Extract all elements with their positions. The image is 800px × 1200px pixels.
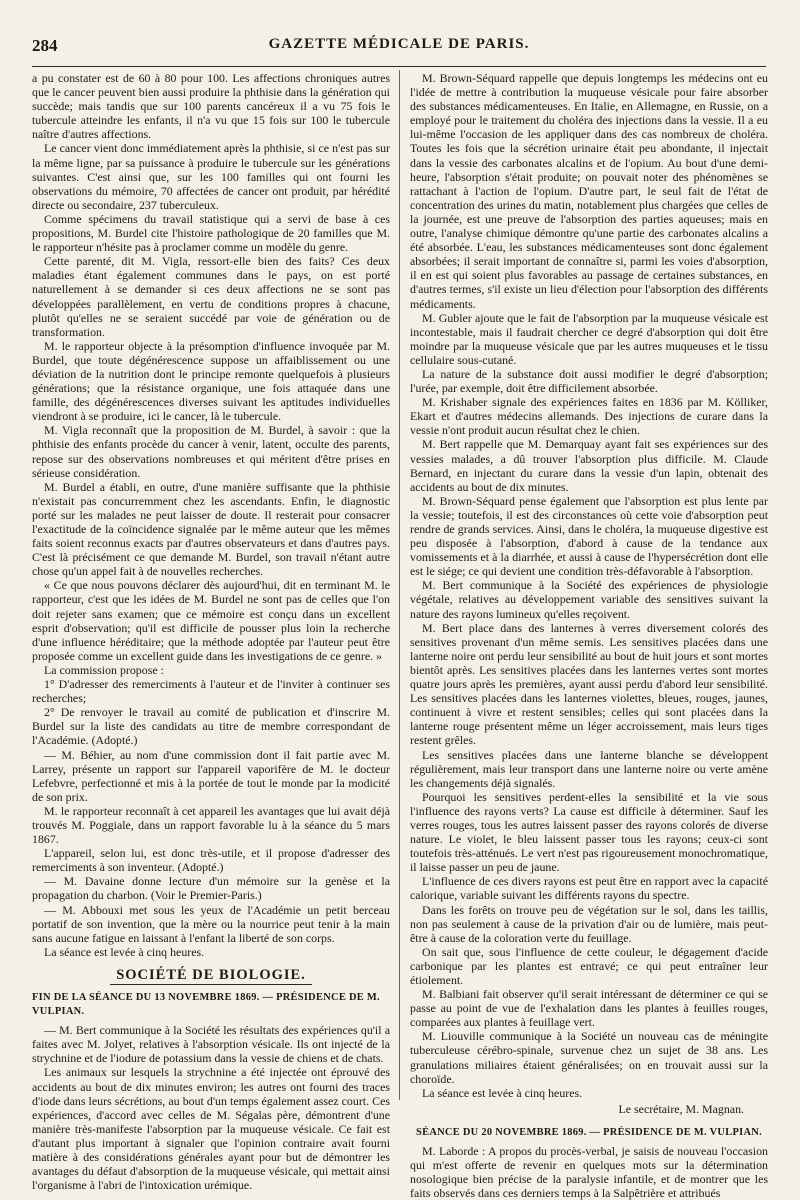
column-divider: [399, 70, 400, 1100]
left-column: [32, 71, 390, 1193]
paragraph: Comme spécimens du travail statistique qui a servi de base à ces propositions, M. Burdel cite l'histoire pathologique de 20 familles que M. le rapporteur n'hésite pas à proclamer comme un modèle du genre.: [32, 211, 390, 255]
paragraph: — M. Bert communique à la Société les résultats des expériences qu'il a faites avec M. Jolyet, relatives à l'absorption vésicale. Ils ont injecté de la strychnine et de l'iodure de potassium dans la vessie de chiens et de chats.: [32, 1023, 390, 1066]
paragraph: 1° D'adresser des remerciments à l'auteur et de l'inviter à continuer ses recherches;: [32, 677, 390, 706]
paragraph: M. Laborde : A propos du procès-verbal, je saisis de nouveau l'occasion qui m'est offerte de revenir en quelques mots sur la détermination nosologique bien précise de la paralysie infantile, et de montrer que les faits observés dans ces derniers temps à la Salpêtrière et attribués: [410, 1144, 768, 1200]
paragraph: La séance est levée à cinq heures.: [44, 944, 205, 959]
paragraph: 2° De renvoyer le travail au comité de publication et d'inscrire M. Burdel sur la liste des candidats au titre de membre correspondant de l'Académie. (Adopté.): [32, 705, 390, 748]
paragraph: M. Bert communique à la Société des expériences de physiologie végétale, relatives au développement variable des sensitives suivant la nature des rayons lumineux qu'elles reçoivent.: [410, 578, 768, 621]
paragraph: — M. Abbouxi met sous les yeux de l'Académie un petit berceau portatif de son invention, que la mère ou la nourrice peut tenir à la main sans aucune fatigue en laissant à l'enfant la liberté de son corps.: [32, 902, 390, 945]
paragraph: — M. Davaine donne lecture d'un mémoire sur la genèse et la propagation du charbon. (Voir le Premier-Paris.): [32, 874, 390, 903]
paragraph: Les animaux sur lesquels la strychnine a été injectée ont éprouvé des accidents au bout de dix minutes environ; les autres ont fourni des traces d'iode dans leurs sécrétions, au bout d'un temps également assez court. Ces expériences, d'accord avec celles de M. Ségalas père, démontrent d'une manière très-manifeste l'absorption par la muqueuse vésicale. Ce fait est d'autant plus important à signaler que l'opinion contraire avait fourni matière à des considérations générales ayant pour but de démontrer les avantages du défaut d'absorption de la muqueuse vésicale, qui mettait ainsi l'organisme à l'abri de l'intoxication urémique.: [32, 1065, 390, 1193]
paragraph: M. le rapporteur reconnaît à cet appareil les avantages que lui avait déjà trouvés M. Poggiale, dans un rapport favorable lu à la séance du 5 mars 1867.: [32, 803, 390, 847]
paragraph: Les sensitives placées dans une lanterne blanche se développent régulièrement, mais leur transport dans une lanterne noire ou verte amène les changements déjà signalés.: [410, 747, 768, 790]
right-column-paragraphs: [410, 71, 768, 1100]
section-title: SOCIÉTÉ DE BIOLOGIE.: [110, 968, 312, 985]
paragraph: L'influence de ces divers rayons est peut être en rapport avec la capacité calorique, variable suivant les différents rayons du spectre.: [410, 874, 768, 903]
right-column: [410, 71, 768, 1200]
paragraph: La séance est levée à cinq heures.: [422, 1085, 583, 1100]
paragraph: Cette parenté, dit M. Vigla, ressort-elle bien des faits? Ces deux maladies étant également communes dans le pays, on est porté naturellement à se demander si ces deux affections ne se sont pas développées parallèlement, en vertu de conditions propres à chacune, plutôt qu'elles ne se seraient succédé par voie de génération ou de transformation.: [32, 254, 390, 339]
paragraph: M. Brown-Séquard pense également que l'absorption est plus lente par la vessie; toutefois, il est des circonstances où cette voie d'absorption peut rendre de grands services. Ainsi, dans le choléra, la muqueuse digestive est peu disposée à l'absorption, d'abord à cause de la tendance aux vomissements et à la diarrhée, et aussi à cause de l'hypersécrétion dont elle est le siége; ce qui devient une condition très-défavorable à l'absorption.: [410, 493, 768, 579]
paragraph: Dans les forêts on trouve peu de végétation sur le sol, dans les taillis, non pas seulement à cause de la privation d'air ou de lumière, mais peut-être à cause de la coloration verte du feuillage.: [410, 902, 768, 945]
paragraph: M. Liouville communique à la Société un nouveau cas de méningite tuberculeuse cérébro-spinale, survenue chez un sujet de 38 ans. Les granulations miliaires étaient généralisées; on en trouvait aussi sur la choroïde.: [410, 1029, 768, 1086]
paragraph: L'appareil, selon lui, est donc très-utile, et il propose d'adresser des remerciments à son inventeur. (Adopté.): [32, 846, 390, 875]
paragraph: Pourquoi les sensitives perdent-elles la sensibilité et la vie sous l'influence des rayons verts? La cause est difficile à déterminer. Sauf les verres rouges, tous les autres laissent passer des rayons colorés de diverse nature. Le violet, le bleu laissent passer tous les rayons; ceux-ci sont toutefois très-atténués. Le vert n'est pas rigoureusement monochromatique, il laisse passer un peu de jaune.: [410, 789, 768, 875]
paragraph: On sait que, sous l'influence de cette couleur, le dégagement d'acide carbonique par les plantes est entravé; ce qui peut entraîner leur étiolement.: [410, 944, 768, 987]
seance-heading-right: SÉANCE DU 20 NOVEMBRE 1869. — PRÉSIDENCE DE M. VULPIAN.: [416, 1126, 762, 1138]
seance-heading: FIN DE LA SÉANCE DU 13 NOVEMBRE 1869. — PRÉSIDENCE DE M. VULPIAN.: [32, 992, 380, 1018]
paragraph: M. Brown-Séquard rappelle que depuis longtemps les médecins ont eu l'idée de mettre à contribution la muqueuse vésicale pour faire absorber des substances médicamenteuses. En Italie, en Allemagne, en Russie, on a employé pour le traitement du choléra des injections dans la vessie. Il a eu lui-même l'occasion de les appliquer dans des cas nombreux de choléra. Toutes les fois que la sécrétion urinaire était peu abondante, il injectait dans la vessie des carbonates alcalins et de l'opium. Au bout d'une demi-heure, l'absorption s'était produite; on pouvait noter des phénomènes se rattachant à l'action de l'opium. D'autre part, le seul fait de l'état de concentration des urines du matin, notablement plus chargées que celles de la journée, est une preuve de l'absorption des parties aqueuses; mais en outre, l'analyse chimique démontre qu'une partie des carbonates alcalins a été absorbée. L'eau, les substances médicamenteuses sont donc également absorbées; il serait important de connaître si, parmi les voies d'absorption, il en est qui soient plus favorables au passage de certaines substances, en d'autres termes, s'il existe un lieu d'élection pour l'absorption des différents médicaments.: [410, 71, 768, 311]
paragraph: M. Bert rappelle que M. Demarquay ayant fait ses expériences sur des vessies malades, a dû trouver l'absorption plus difficile. M. Claude Bernard, en injectant du curare dans la vessie d'un lapin, obtenait des accidents au bout de dix minutes.: [410, 437, 768, 494]
paragraph: M. le rapporteur objecte à la présomption d'influence invoquée par M. Burdel, que toute dégénérescence suppose un affaiblissement ou une déviation de la nutrition dont le principe remonte quelquefois à plusieurs générations; que la résistance organique, une fois attaquée dans une famille, des dégénérescences diverses suivant les aptitudes individuelles viendront à se produire, ici le cancer, là le tubercule.: [32, 338, 390, 424]
paragraph: M. Gubler ajoute que le fait de l'absorption par la muqueuse vésicale est incontestable, mais il faudrait chercher ce degré d'absorption qui doit être moindre par la muqueuse vésicale que par les autres muqueuses et le tissu cellulaire sous-cutané.: [410, 310, 768, 367]
paragraph: M. Krishaber signale des expériences faites en 1836 par M. Kölliker, Ekart et d'autres médecins allemands. Des injections de curare dans la vessie n'ont produit aucun résultat chez le chien.: [410, 395, 768, 438]
left-column-paragraphs: [32, 71, 390, 959]
paragraph: M. Bert place dans des lanternes à verres diversement colorés des sensitives provenant d'un même semis. Les sensitives placées dans une lanterne noire ont perdu leur sensibilité au bout de huit jours et sont mortes bientôt après. Les sensitives placées dans les lanternes vertes sont mortes quatre jours après les premières, ayant aussi perdu d'abord leur sensibilité. Les sensitives placées dans les lanternes violettes, bleues, rouges, jaunes, continuent à vivre et restent sensibles; celles qui sont placées dans la lanterne rouge présentent même un léger accroissement, mais leurs tiges restent grêles.: [410, 620, 768, 748]
page-header: [32, 36, 766, 67]
paragraph: a pu constater est de 60 à 80 pour 100. Les affections chroniques autres que le cancer peuvent bien aussi produire la phthisie dans la génération qui succède; mais tandis que sur 100 parents cancéreux il a vu 75 fois le tubercule atteindre les enfants, il n'a vu que 15 fois sur 100 le tubercule naître d'autres affections.: [32, 71, 390, 142]
paragraph: M. Balbiani fait observer qu'il serait intéressant de déterminer ce qui se passe au point de vue de l'exhalation dans les plantes à feuilles rouges, comparées aux plantes à feuillage vert.: [410, 987, 768, 1030]
right-column-paragraphs-after: [410, 1144, 768, 1200]
paragraph: « Ce que nous pouvons déclarer dès aujourd'hui, dit en terminant M. le rapporteur, c'est que les idées de M. Burdel ne sont pas de celles que l'on doit rejeter sans examen; que ce mémoire est conçu dans un excellent esprit d'observation; qu'il est difficile de pousser plus loin la recherche d'une influence héréditaire; que la méthode adoptée par l'auteur peut être proposée comme un excellent guide dans les investigations de ce genre. »: [32, 578, 390, 663]
running-title: GAZETTE MÉDICALE DE PARIS.: [268, 36, 530, 52]
paragraph: M. Burdel a établi, en outre, d'une manière suffisante que la phthisie n'existait pas concurremment chez les ascendants. Enfin, le diagnostic porté sur les malades ne peut laisser de doute. Il resterait pour consacrer l'exactitude de la coïncidence signalée par le même auteur que les mêmes faits soient reconnus exacts par d'autres observateurs et dans d'autres pays. C'est là précisément ce que demande M. Burdel, son travail n'étant autre chose qu'un appel fait à de nouvelles recherches.: [32, 479, 390, 579]
secretary-signature: Le secrétaire, M. Magnan.: [618, 1101, 744, 1116]
page-number: 284: [32, 36, 58, 55]
paragraph: La nature de la substance doit aussi modifier le degré d'absorption; l'urée, par exemple, doit être difficilement absorbée.: [410, 366, 768, 396]
paragraph: — M. Béhier, au nom d'une commission dont il fait partie avec M. Larrey, présente un rapport sur l'appareil vaporifère de M. le docteur Lefebvre, perfectionné et mis à la portée de tout le monde par la modicité de son prix.: [32, 747, 390, 804]
paragraph: M. Vigla reconnaît que la proposition de M. Burdel, à savoir : que la phthisie des enfants procède du cancer à venir, latent, occulte des parents, repose sur des observations nombreuses et qui méritent d'être prises en sérieuse considération.: [32, 423, 390, 480]
paragraph: Le cancer vient donc immédiatement après la phthisie, si ce n'est pas sur la même ligne, par sa puissance à produire le tubercule sur les générations suivantes. C'est ainsi que, sur les 100 familles qui ont fourni les observations du mémoire, 70 affectées de cancer ont produit, par hérédité directe ou secondaire, 237 tuberculeux.: [32, 141, 390, 212]
paragraph: La commission propose :: [44, 662, 164, 677]
section-title-box: [32, 968, 390, 985]
left-column-paragraphs-after: [32, 1023, 390, 1192]
